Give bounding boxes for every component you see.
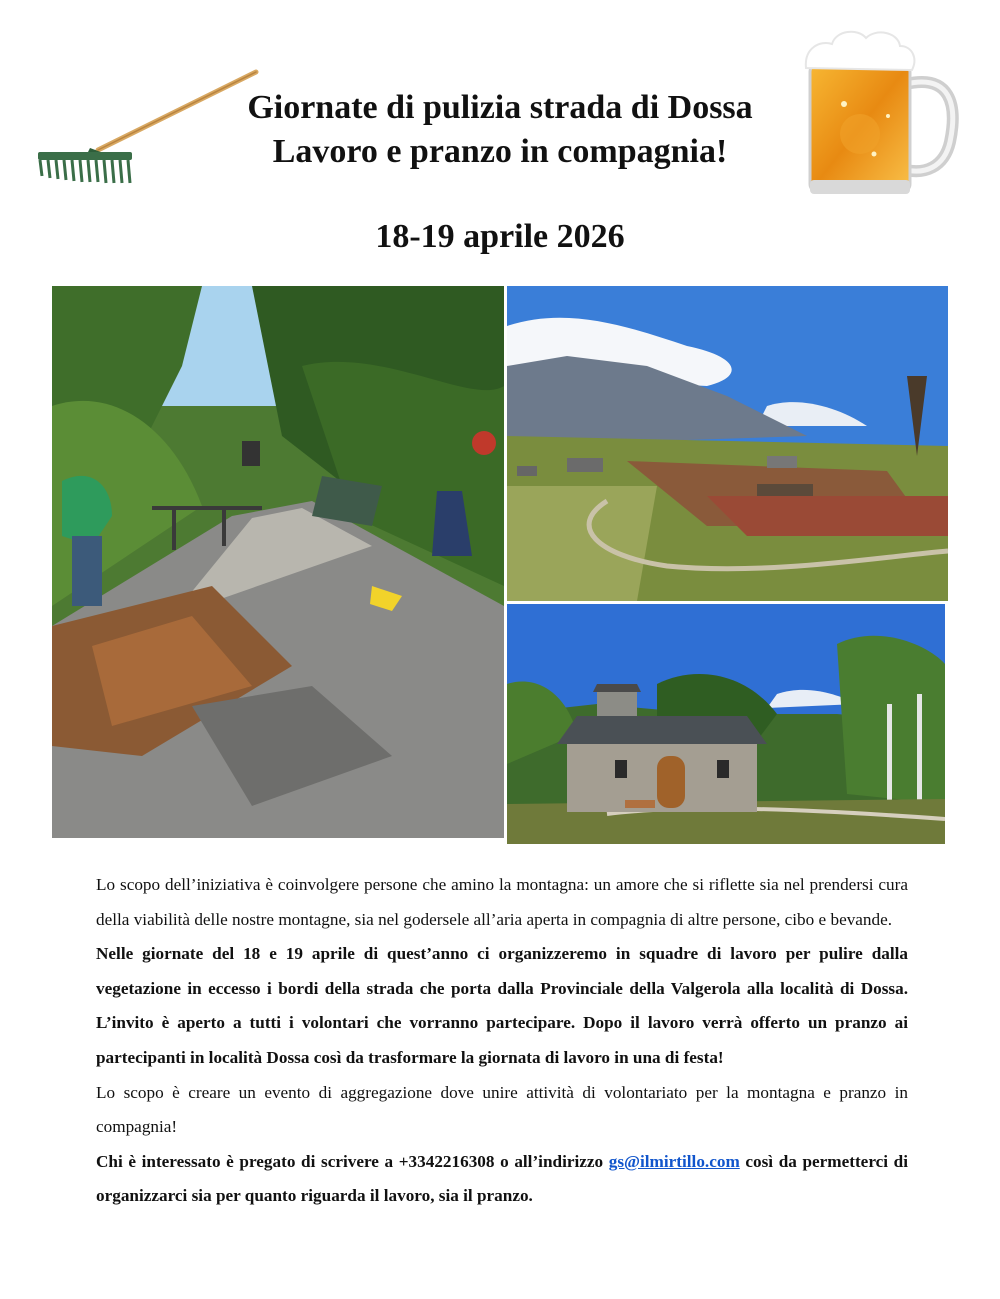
body-text xyxy=(96,868,908,1214)
contact-text-before: Chi è interessato è pregato di scrivere a +3342216308 o all’indirizzo xyxy=(96,1151,609,1171)
purpose-paragraph: Lo scopo è creare un evento di aggregazione dove unire attività di volontariato per la montagna e pranzo in compagnia! xyxy=(96,1082,908,1137)
event-date: 18-19 aprile 2026 xyxy=(375,218,625,255)
contact-email-link[interactable]: gs@ilmirtillo.com xyxy=(608,1151,740,1171)
contact-paragraph xyxy=(96,1145,908,1214)
valley-landscape-photo xyxy=(507,286,948,601)
stone-chapel-photo xyxy=(507,604,945,844)
road-cleaning-photo xyxy=(52,286,504,838)
intro-paragraph: Lo scopo dell’iniziativa è coinvolgere persone che amino la montagna: un amore che si riflette sia nel prendersi cura della viabilità delle nostre montagne, sia nel godersele all’aria aperta in compagnia di altre persone, cibo e bevande. xyxy=(96,875,908,929)
title-line-2: Lavoro e pranzo in compagnia! xyxy=(272,133,728,170)
page-title xyxy=(0,86,1000,174)
contact-text-after: così da permetterci di organizzarci sia per quanto riguarda il lavoro, sia il pranzo. xyxy=(96,1151,908,1206)
event-details-paragraph: Nelle giornate del 18 e 19 aprile di quest’anno ci organizzeremo in squadre di lavoro per pulire dalla vegetazione in eccesso i bordi della strada che porta dalla Provinciale della Valgerola alla località di Dossa. L’invito è aperto a tutti i volontari che vorranno partecipare. Dopo il lavoro verrà offerto un pranzo ai partecipanti in località Dossa così da trasformare la giornata di lavoro in una di festa! xyxy=(96,944,908,1067)
title-line-1: Giornate di pulizia strada di Dossa xyxy=(247,89,753,126)
